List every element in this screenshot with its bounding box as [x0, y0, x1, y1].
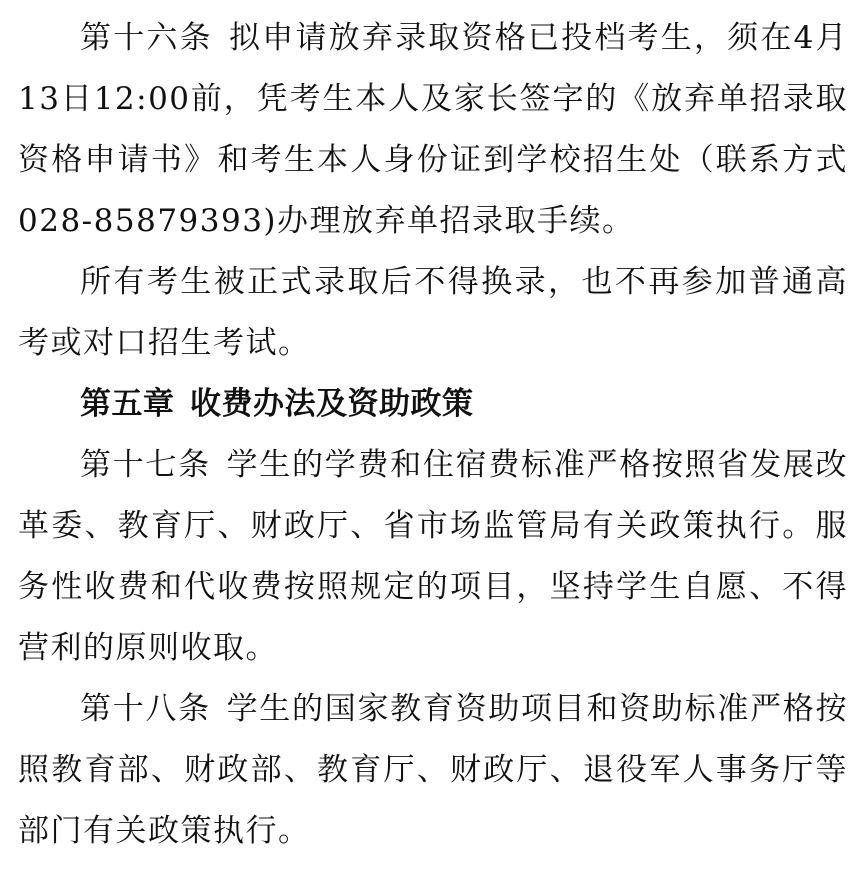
article-18-title: 第十八条 [80, 691, 211, 727]
no-switch-paragraph: 所有考生被正式录取后不得换录，也不再参加普通高考或对口招生考试。 [18, 264, 848, 361]
article-18-paragraph [18, 679, 848, 862]
article-18-body: 学生的国家教育资助项目和资助标准严格按照教育部、财政部、教育厅、财政厅、退役军人事务厅等部门有关政策执行。 [18, 691, 849, 849]
chapter-5-title: 收费办法及资助政策 [190, 386, 474, 422]
article-16-paragraph [18, 8, 848, 252]
article-16-body: 拟申请放弃录取资格已投档考生，须在4月13日12:00前，凭考生本人及家长签字的《放弃单招录取资格申请书》和考生本人身份证到学校招生处（联系方式028-85879393)办理放弃单招录取手续。 [18, 20, 849, 239]
article-17-title: 第十七条 [80, 447, 211, 483]
article-17-body: 学生的学费和住宿费标准严格按照省发展改革委、教育厅、财政厅、省市场监管局有关政策执行。服务性收费和代收费按照规定的项目，坚持学生自愿、不得营利的原则收取。 [18, 447, 849, 666]
chapter-5-heading [18, 374, 848, 435]
article-16-title: 第十六条 [80, 20, 213, 56]
chapter-5-number: 第五章 [80, 386, 175, 422]
article-17-paragraph [18, 435, 848, 679]
